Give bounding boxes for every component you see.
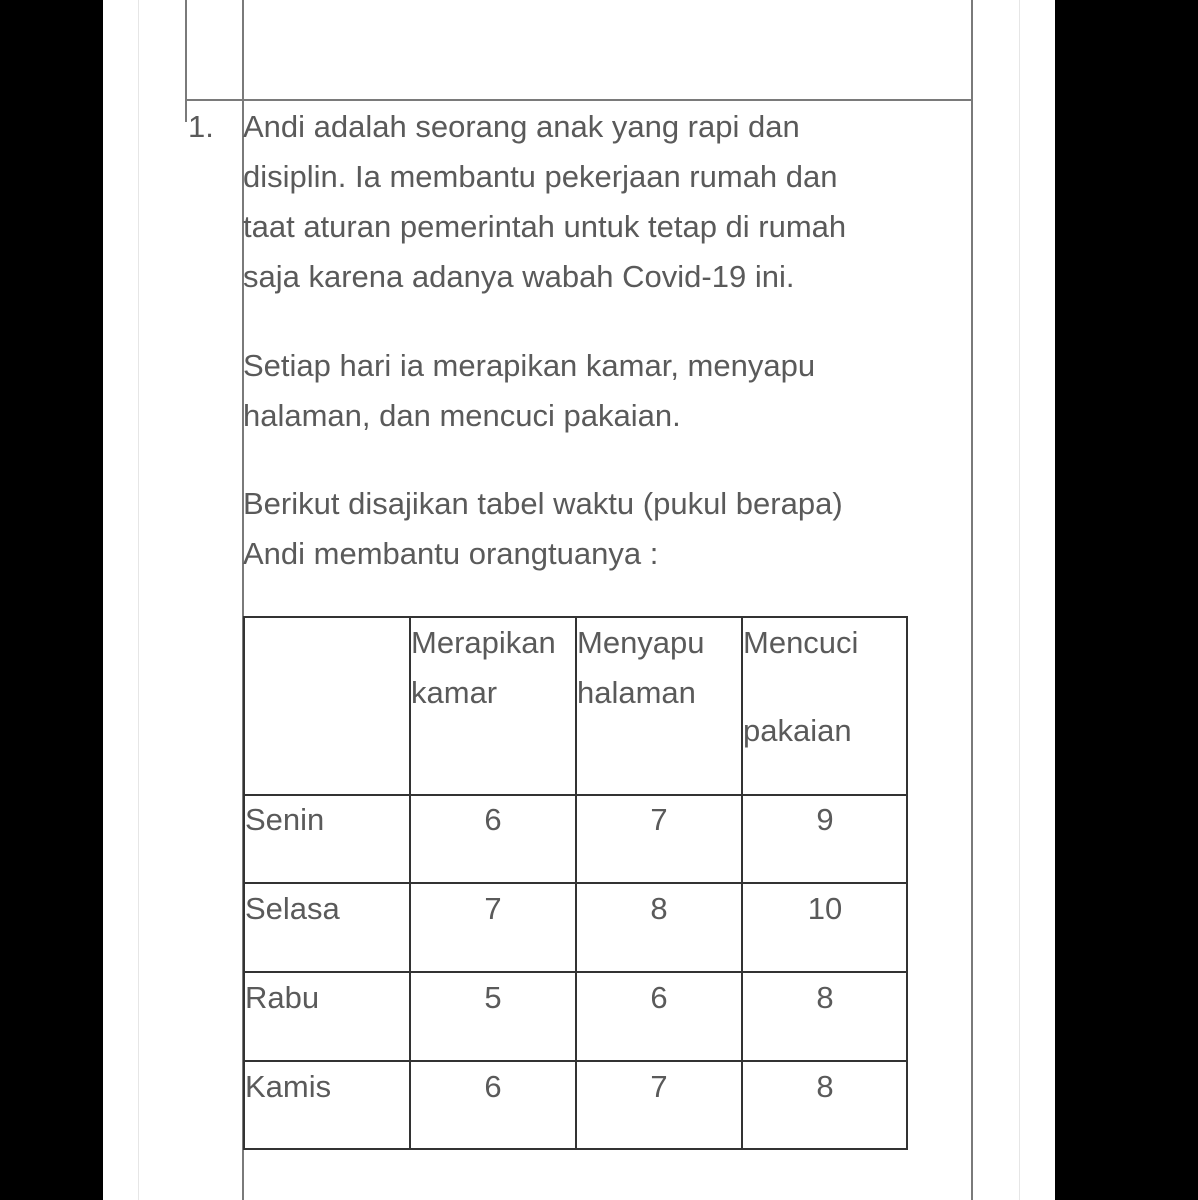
table-cell-value: 7 <box>650 802 668 837</box>
table-cell-value: 9 <box>816 802 834 837</box>
row-day-label: Kamis <box>245 1069 332 1104</box>
row-day-label: Senin <box>245 802 325 837</box>
table-cell-value: 7 <box>650 1069 668 1104</box>
paragraph-3-line-2: Andi membantu orangtuanya : <box>243 536 659 571</box>
header-menyapu-line-1: Menyapu <box>577 625 705 660</box>
page-edge-left <box>138 0 139 1200</box>
table-cell-value: 8 <box>816 1069 834 1104</box>
header-merapikan-line-1: Merapikan <box>411 625 556 660</box>
paragraph-2-line-2: halaman, dan mencuci pakaian. <box>243 398 681 433</box>
table-cell-value: 6 <box>484 802 502 837</box>
header-mencuci-line-1: Mencuci <box>743 625 859 660</box>
paragraph-1-line-1: Andi adalah seorang anak yang rapi dan <box>243 109 800 144</box>
header-mencuci-line-2: pakaian <box>743 713 852 748</box>
table-cell-value: 7 <box>484 891 502 926</box>
header-merapikan-line-2: kamar <box>411 675 498 710</box>
table-cell-value: 10 <box>807 891 843 926</box>
paragraph-1-line-2: disiplin. Ia membantu pekerjaan rumah dan <box>243 159 838 194</box>
table-cell-value: 5 <box>484 980 502 1015</box>
table-cell-value: 8 <box>650 891 668 926</box>
outer-table-right-border <box>971 0 973 1200</box>
row-day-label: Selasa <box>245 891 340 926</box>
paragraph-3-line-1: Berikut disajikan tabel waktu (pukul berapa) <box>243 486 843 521</box>
header-menyapu-line-2: halaman <box>577 675 696 710</box>
outer-table-left-border <box>185 0 187 122</box>
table-cell-value: 6 <box>650 980 668 1015</box>
outer-table-row-divider <box>185 99 973 101</box>
paragraph-1-line-3: taat aturan pemerintah untuk tetap di rumah <box>243 209 847 244</box>
page-edge-right <box>1019 0 1020 1200</box>
row-day-label: Rabu <box>245 980 320 1015</box>
document-page <box>103 0 1055 1200</box>
question-number: 1. <box>188 109 214 144</box>
schedule-table-border-bottom <box>243 1148 908 1150</box>
paragraph-1-line-4: saja karena adanya wabah Covid-19 ini. <box>243 259 795 294</box>
table-cell-value: 8 <box>816 980 834 1015</box>
paragraph-2-line-1: Setiap hari ia merapikan kamar, menyapu <box>243 348 816 383</box>
table-cell-value: 6 <box>484 1069 502 1104</box>
